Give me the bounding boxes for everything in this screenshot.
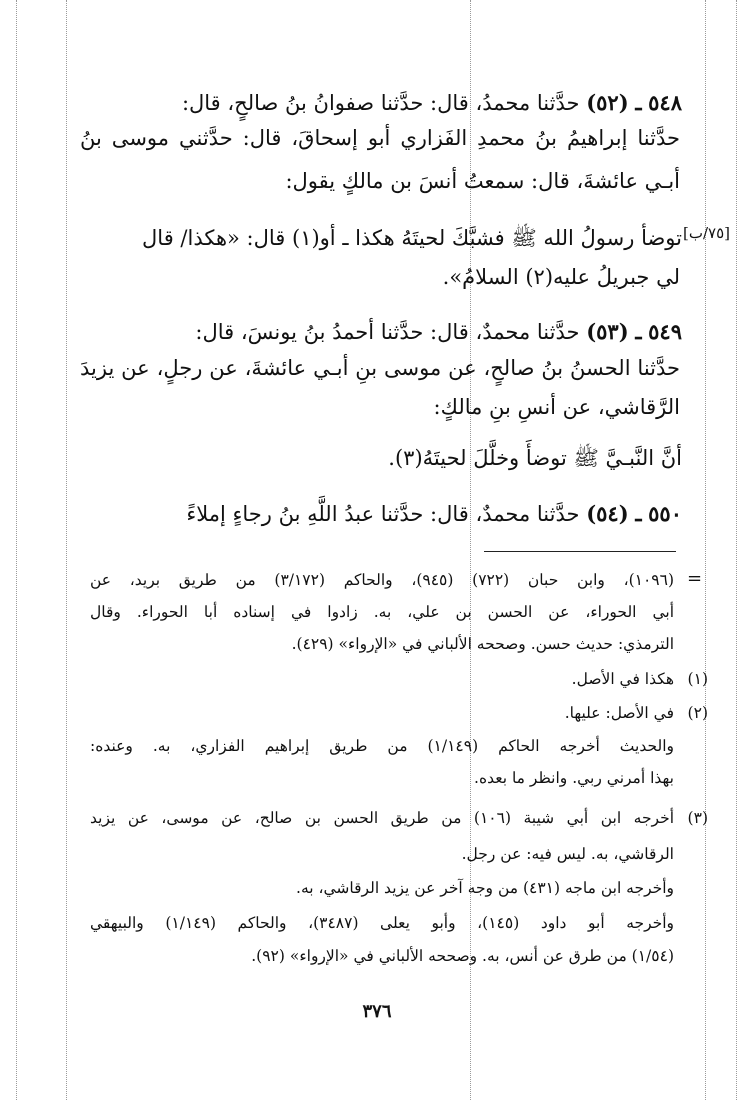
footnote-1-line: هكذا في الأصل. (571, 670, 674, 688)
hadith-number: ٥٥٠ (648, 501, 682, 526)
hadith-548-line-3: أبـي عائشةَ، قال: سمعتُ أنسَ بن مالكٍ يقول: (285, 169, 680, 193)
hadith-549-line-1: ٥٤٩ ـ (٥٣) حدَّثنا محمدٌ، قال: حدَّثنا أحمدُ بنُ يونسَ، قال: (195, 319, 682, 344)
hadith-sub-number: (٥٣) (586, 319, 629, 344)
footnote-divider (484, 551, 676, 552)
footnote-continuation-line: الترمذي: حديث حسن. وصححه الألباني في «الإرواء» (٤٢٩). (291, 635, 674, 653)
footnote-2-line: والحديث أخرجه الحاكم (١/١٤٩) من طريق إبراهيم الفزاري، به. وعنده: (90, 737, 674, 755)
footnote-number: (٢) (687, 704, 708, 722)
continuation-mark: = (687, 568, 703, 589)
footnote-2-line: بهذا أمرني ربي. وانظر ما بعده. (474, 769, 674, 787)
hadith-548-line-2: حدَّثنا إبراهيمُ بنُ محمدِ الفَزاري أبو إسحاقَ، قال: حدَّثني موسى بنُ (80, 126, 680, 150)
hadith-sub-number: (٥٤) (586, 501, 629, 526)
footnote-3-line: أخرجه ابن أبي شيبة (١٠٦) من طريق الحسن بن صالح، عن موسى، عن يزيد (90, 809, 674, 827)
footnote-number: (٣) (687, 809, 708, 827)
hadith-548-matn-2: لي جبريلُ عليه(٢) السلامُ». (442, 265, 680, 289)
footnote-3-line: وأخرجه ابن ماجه (٤٣١) من وجه آخر عن يزيد الرقاشي، به. (296, 879, 674, 897)
footnote-3-line: وأخرجه أبو داود (١٤٥)، وأبو يعلى (٣٤٨٧)، والحاكم (١/١٤٩) والبيهقي (90, 914, 675, 932)
footnote-continuation-line: أبي الحوراء، عن الحسن بن علي، به. زادوا في إسناده أبا الحوراء. وقال (90, 603, 674, 621)
hadith-number: ٥٤٩ (648, 319, 682, 344)
footnote-2-line: في الأصل: عليها. (564, 704, 674, 722)
hadith-549-line-3: الرَّقاشي، عن أنسِ بنِ مالكٍ: (433, 395, 680, 419)
hadith-548-line-1: ٥٤٨ ـ (٥٢) حدَّثنا محمدُ، قال: حدَّثنا صفوانُ بنُ صالحٍ، قال: (181, 90, 682, 115)
hadith-sub-number: (٥٢) (586, 90, 629, 115)
hadith-550-line-1: ٥٥٠ ـ (٥٤) حدَّثنا محمدٌ، قال: حدَّثنا عبدُ اللَّهِ بنُ رجاءٍ إملاءً (186, 501, 682, 526)
hadith-549-matn-1: أنَّ النَّبـيَّ ﷺ توضأَ وخلَّلَ لحيتَهُ(٣). (388, 446, 682, 470)
footnote-number: (١) (687, 670, 708, 688)
hadith-549-line-2: حدَّثنا الحسنُ بنُ صالحٍ، عن موسى بنِ أبـي عائشةَ، عن رجلٍ، عن يزيدَ (80, 356, 680, 380)
footnote-continuation-line: (١٠٩٦)، وابن حبان (٧٢٢) (٩٤٥)، والحاكم (٣/١٧٢) من طريق بريد، عن (90, 571, 674, 589)
footnote-3-line: الرقاشي، به. ليس فيه: عن رجل. (461, 845, 674, 863)
hadith-number: ٥٤٨ (648, 90, 682, 115)
footnote-3-line: (١/٥٤) من طرق عن أنس، به. وصححه الألباني في «الإرواء» (٩٢). (251, 947, 674, 965)
page-number: ٣٧٦ (362, 1001, 392, 1022)
hadith-548-matn-1: توضأ رسولُ الله ﷺ فشبَّكَ لحيتَهُ هكذا ـ أو(١) قال: «هكذا/ قال (142, 226, 682, 250)
manuscript-folio-marker: [٧٥/ب] (683, 224, 731, 242)
